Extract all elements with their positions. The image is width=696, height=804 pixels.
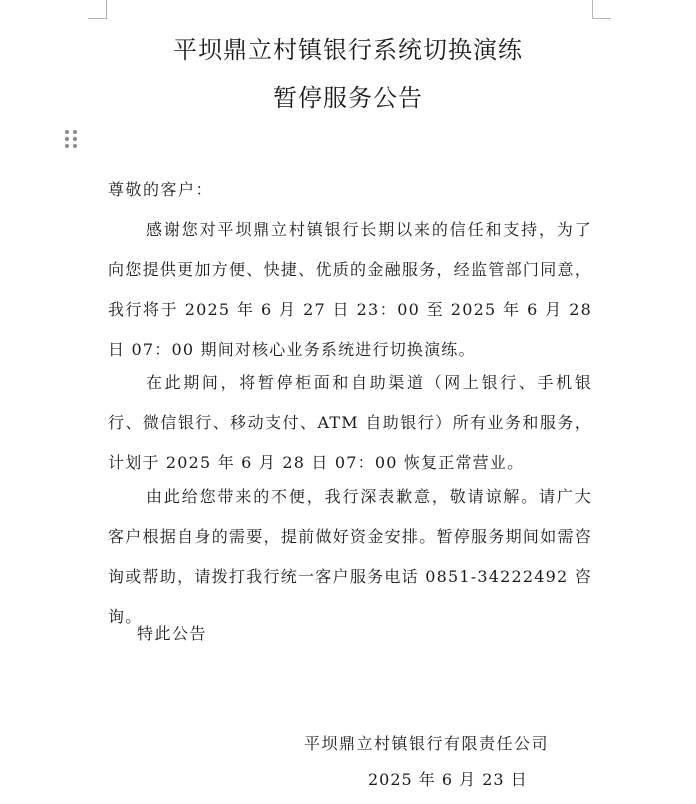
notice-title-line-1: 平坝鼎立村镇银行系统切换演练	[173, 36, 523, 64]
salutation: 尊敬的客户：	[108, 180, 214, 199]
page-corner-mark-left	[88, 0, 107, 19]
paragraph-suspended-services: 在此期间，将暂停柜面和自助渠道（网上银行、手机银行、微信银行、移动支付、ATM 自助银行）所有业务和服务，计划于 2025 年 6 月 28 日 07：00 恢复正常营业。	[108, 373, 592, 472]
signature-organization: 平坝鼎立村镇银行有限责任公司	[304, 734, 550, 753]
page-corner-mark-right	[592, 0, 611, 19]
signature-date: 2025 年 6 月 23 日	[368, 770, 528, 789]
drag-handle-icon[interactable]	[65, 130, 79, 150]
closing-line: 特此公告	[137, 624, 208, 643]
paragraph-schedule: 感谢您对平坝鼎立村镇银行长期以来的信任和支持，为了向您提供更加方便、快捷、优质的金融服务，经监管部门同意，我行将于 2025 年 6 月 27 日 23：00 至 2025 年 6 月 28 日 07：00 期间对核心业务系统进行切换演练。	[108, 220, 592, 359]
notice-title-line-2: 暂停服务公告	[273, 84, 423, 112]
paragraph-apology-contact: 由此给您带来的不便，我行深表歉意，敬请谅解。请广大客户根据自身的需要，提前做好资金安排。暂停服务期间如需咨询或帮助，请拨打我行统一客户服务电话 0851-34222492 咨询。	[108, 487, 592, 626]
